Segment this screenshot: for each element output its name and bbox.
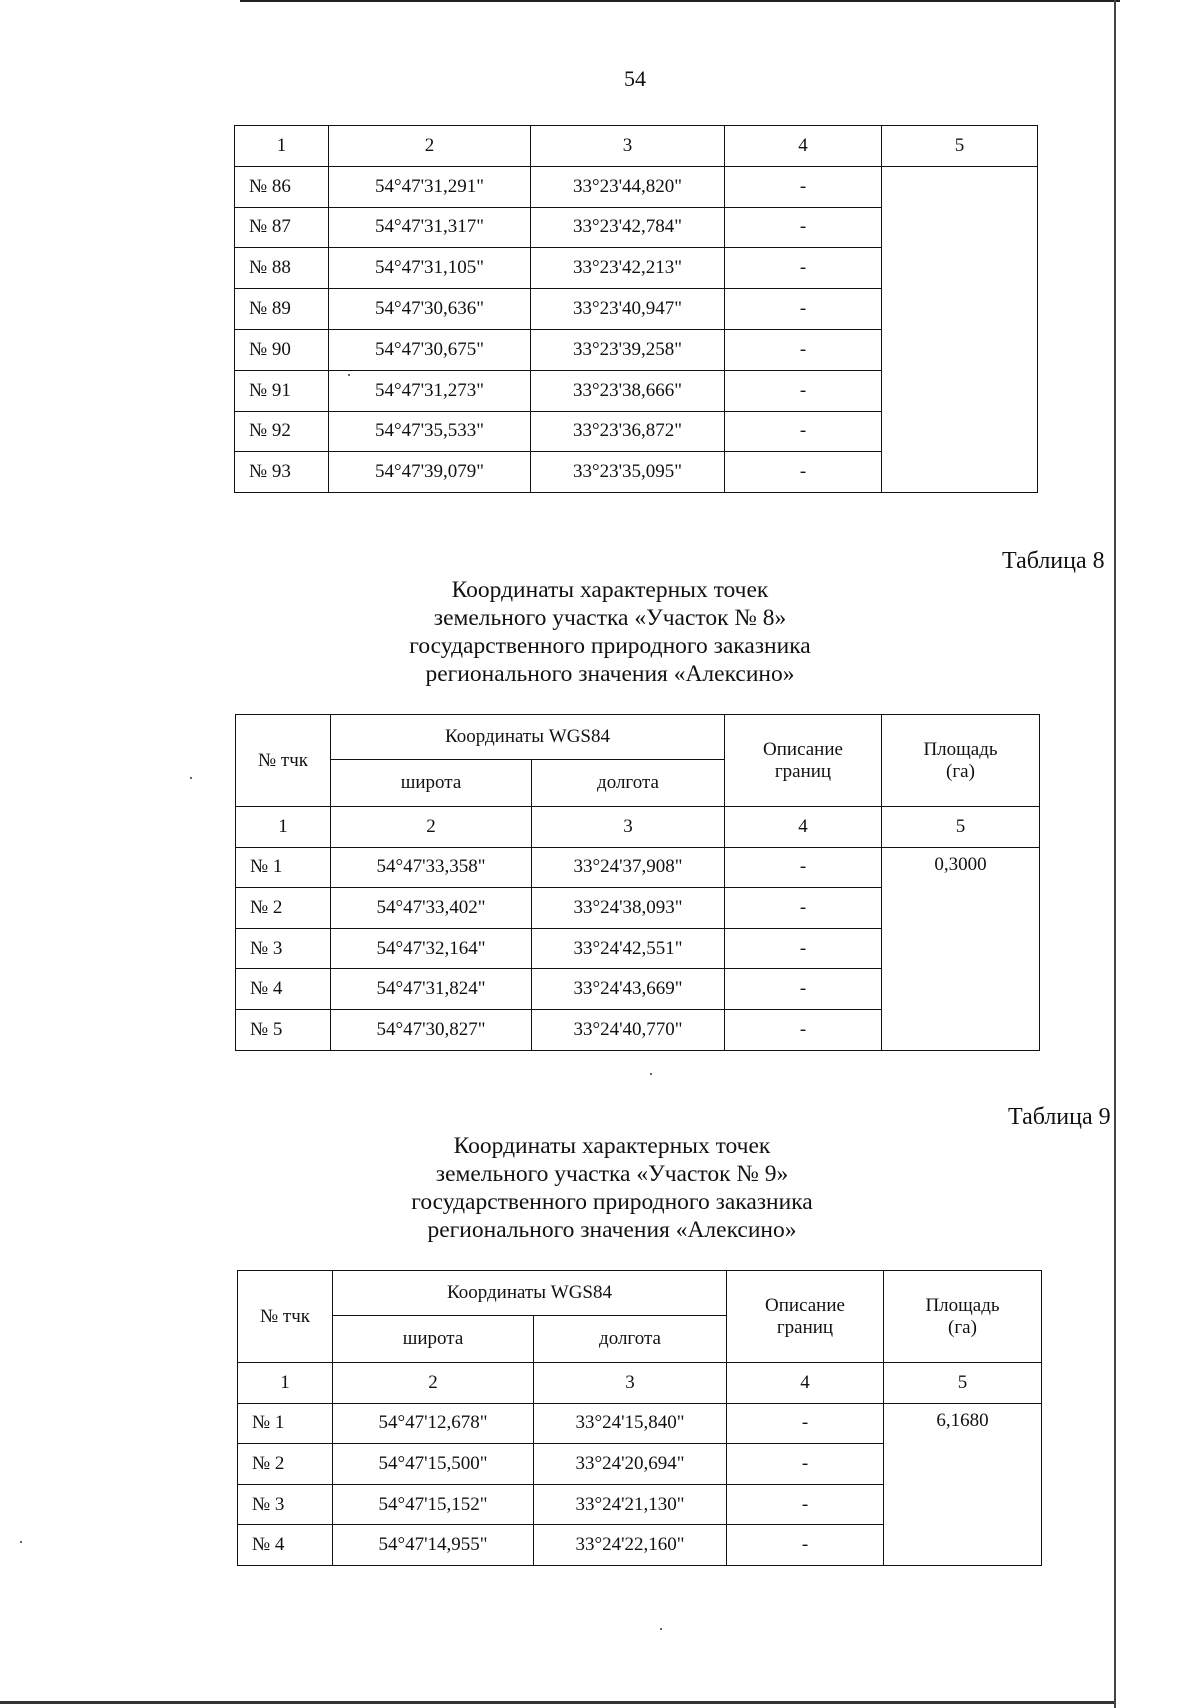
latitude-cell: 54°47'33,402" — [331, 888, 532, 929]
scan-speck — [190, 777, 192, 779]
longitude-cell: 33°23'36,872" — [531, 411, 725, 452]
longitude-cell: 33°24'43,669" — [532, 969, 725, 1010]
point-number: № 90 — [235, 329, 329, 370]
column-number: 4 — [727, 1363, 884, 1404]
boundary-description-cell: - — [727, 1484, 884, 1525]
point-number: № 86 — [235, 166, 329, 207]
latitude-cell: 54°47'15,500" — [333, 1444, 534, 1485]
scan-edge-top — [240, 0, 1120, 2]
latitude-cell: 54°47'33,358" — [331, 847, 532, 888]
latitude-header: широта — [333, 1316, 534, 1363]
column-number: 5 — [882, 807, 1040, 848]
latitude-cell: 54°47'39,079" — [329, 452, 531, 493]
column-number-row — [236, 807, 1040, 848]
point-number: № 91 — [235, 370, 329, 411]
column-number: 1 — [236, 807, 331, 848]
coordinates-table-8 — [235, 714, 1040, 1051]
point-number: № 1 — [236, 847, 331, 888]
area-header-line: (га) — [948, 1316, 977, 1338]
scan-edge-right — [1114, 0, 1116, 1708]
latitude-cell: 54°47'31,824" — [331, 969, 532, 1010]
latitude-header: широта — [331, 760, 532, 807]
page-number: 54 — [624, 66, 646, 91]
longitude-cell: 33°24'21,130" — [534, 1484, 727, 1525]
boundary-description-cell: - — [725, 289, 882, 330]
area-value: 0,3000 — [882, 847, 1040, 1050]
latitude-cell: 54°47'14,955" — [333, 1525, 534, 1566]
point-number: № 3 — [236, 928, 331, 969]
longitude-cell: 33°24'20,694" — [534, 1444, 727, 1485]
table-9-title-line: Координаты характерных точек — [453, 1133, 771, 1159]
boundary-description-cell: - — [727, 1525, 884, 1566]
point-number: № 4 — [236, 969, 331, 1010]
scan-speck — [650, 1073, 652, 1075]
column-number: 5 — [884, 1363, 1042, 1404]
latitude-cell: 54°47'30,827" — [331, 1009, 532, 1050]
area-header-line: Площадь — [923, 738, 998, 760]
latitude-cell: 54°47'31,291" — [329, 166, 531, 207]
boundary-description-cell: - — [727, 1403, 884, 1444]
longitude-cell: 33°23'44,820" — [531, 166, 725, 207]
latitude-cell: 54°47'32,164" — [331, 928, 532, 969]
longitude-cell: 33°23'38,666" — [531, 370, 725, 411]
description-header — [727, 1271, 884, 1363]
table-8-title-line: регионального значения «Алексино» — [425, 661, 795, 687]
longitude-cell: 33°23'42,784" — [531, 207, 725, 248]
point-number: № 93 — [235, 452, 329, 493]
boundary-description-cell: - — [725, 1009, 882, 1050]
table-row — [235, 166, 1038, 207]
point-number: № 2 — [236, 888, 331, 929]
area-value: 6,1680 — [884, 1403, 1042, 1565]
point-number: № 2 — [238, 1444, 333, 1485]
column-number: 2 — [329, 126, 531, 167]
table-9-caption: Таблица 9 — [1008, 1104, 1111, 1130]
point-number: № 87 — [235, 207, 329, 248]
table-8-title-line: земельного участка «Участок № 8» — [433, 605, 787, 631]
latitude-cell: 54°47'15,152" — [333, 1484, 534, 1525]
point-number: № 1 — [238, 1403, 333, 1444]
boundary-description-cell: - — [725, 888, 882, 929]
header-row — [238, 1271, 1042, 1316]
table-8-caption: Таблица 8 — [1002, 548, 1105, 574]
longitude-cell: 33°24'22,160" — [534, 1525, 727, 1566]
table-9-title-line: государственного природного заказника — [411, 1189, 813, 1215]
table-8-title-line: Координаты характерных точек — [451, 577, 769, 603]
latitude-cell: 54°47'30,675" — [329, 329, 531, 370]
description-header-line: границ — [776, 1316, 834, 1338]
table-8-title — [360, 576, 860, 688]
boundary-description-cell: - — [727, 1444, 884, 1485]
scan-edge-bottom — [0, 1701, 1114, 1704]
description-header-line: Описание — [765, 1294, 845, 1316]
point-number: № 88 — [235, 248, 329, 289]
coordinates-header: Координаты WGS84 — [333, 1271, 727, 1316]
latitude-cell: 54°47'31,273" — [329, 370, 531, 411]
coordinates-table-continued — [234, 125, 1038, 493]
area-header-line: Площадь — [925, 1294, 1000, 1316]
latitude-cell: 54°47'12,678" — [333, 1403, 534, 1444]
longitude-cell: 33°23'35,095" — [531, 452, 725, 493]
column-number: 1 — [235, 126, 329, 167]
column-number: 5 — [882, 126, 1038, 167]
description-header — [725, 715, 882, 807]
longitude-cell: 33°23'42,213" — [531, 248, 725, 289]
scan-speck — [660, 1628, 662, 1630]
header-row — [236, 715, 1040, 760]
table-9-title-line: земельного участка «Участок № 9» — [435, 1161, 789, 1187]
table-9-title — [362, 1132, 862, 1244]
boundary-description-cell: - — [725, 847, 882, 888]
boundary-description-cell: - — [725, 248, 882, 289]
latitude-cell: 54°47'35,533" — [329, 411, 531, 452]
boundary-description-cell: - — [725, 452, 882, 493]
point-header: № тчк — [236, 715, 331, 807]
area-header — [884, 1271, 1042, 1363]
longitude-cell: 33°23'40,947" — [531, 289, 725, 330]
boundary-description-cell: - — [725, 329, 882, 370]
column-number: 3 — [532, 807, 725, 848]
table-row — [238, 1403, 1042, 1444]
longitude-cell: 33°24'40,770" — [532, 1009, 725, 1050]
boundary-description-cell: - — [725, 166, 882, 207]
point-number: № 3 — [238, 1484, 333, 1525]
boundary-description-cell: - — [725, 928, 882, 969]
boundary-description-cell: - — [725, 411, 882, 452]
column-number: 3 — [531, 126, 725, 167]
column-number-row — [238, 1363, 1042, 1404]
column-number: 2 — [333, 1363, 534, 1404]
column-number: 1 — [238, 1363, 333, 1404]
column-number: 2 — [331, 807, 532, 848]
area-header — [882, 715, 1040, 807]
boundary-description-cell: - — [725, 969, 882, 1010]
area-header-line: (га) — [946, 760, 975, 782]
longitude-cell: 33°24'38,093" — [532, 888, 725, 929]
boundary-description-cell: - — [725, 207, 882, 248]
latitude-cell: 54°47'31,105" — [329, 248, 531, 289]
latitude-cell: 54°47'30,636" — [329, 289, 531, 330]
table-9-title-line: регионального значения «Алексино» — [427, 1217, 797, 1243]
coordinates-table-9 — [237, 1270, 1042, 1566]
longitude-header: долгота — [534, 1316, 727, 1363]
column-number: 3 — [534, 1363, 727, 1404]
table-row — [236, 847, 1040, 888]
point-header: № тчк — [238, 1271, 333, 1363]
column-number: 4 — [725, 126, 882, 167]
table-8-title-line: государственного природного заказника — [409, 633, 811, 659]
longitude-cell: 33°24'15,840" — [534, 1403, 727, 1444]
description-header-line: Описание — [763, 738, 843, 760]
scan-speck — [20, 1541, 22, 1543]
longitude-cell: 33°24'37,908" — [532, 847, 725, 888]
point-number: № 5 — [236, 1009, 331, 1050]
longitude-header: долгота — [532, 760, 725, 807]
coordinates-header: Координаты WGS84 — [331, 715, 725, 760]
point-number: № 4 — [238, 1525, 333, 1566]
column-number-row — [235, 126, 1038, 167]
area-cell — [882, 166, 1038, 492]
point-number: № 89 — [235, 289, 329, 330]
latitude-cell: 54°47'31,317" — [329, 207, 531, 248]
longitude-cell: 33°23'39,258" — [531, 329, 725, 370]
point-number: № 92 — [235, 411, 329, 452]
longitude-cell: 33°24'42,551" — [532, 928, 725, 969]
boundary-description-cell: - — [725, 370, 882, 411]
description-header-line: границ — [774, 760, 832, 782]
column-number: 4 — [725, 807, 882, 848]
